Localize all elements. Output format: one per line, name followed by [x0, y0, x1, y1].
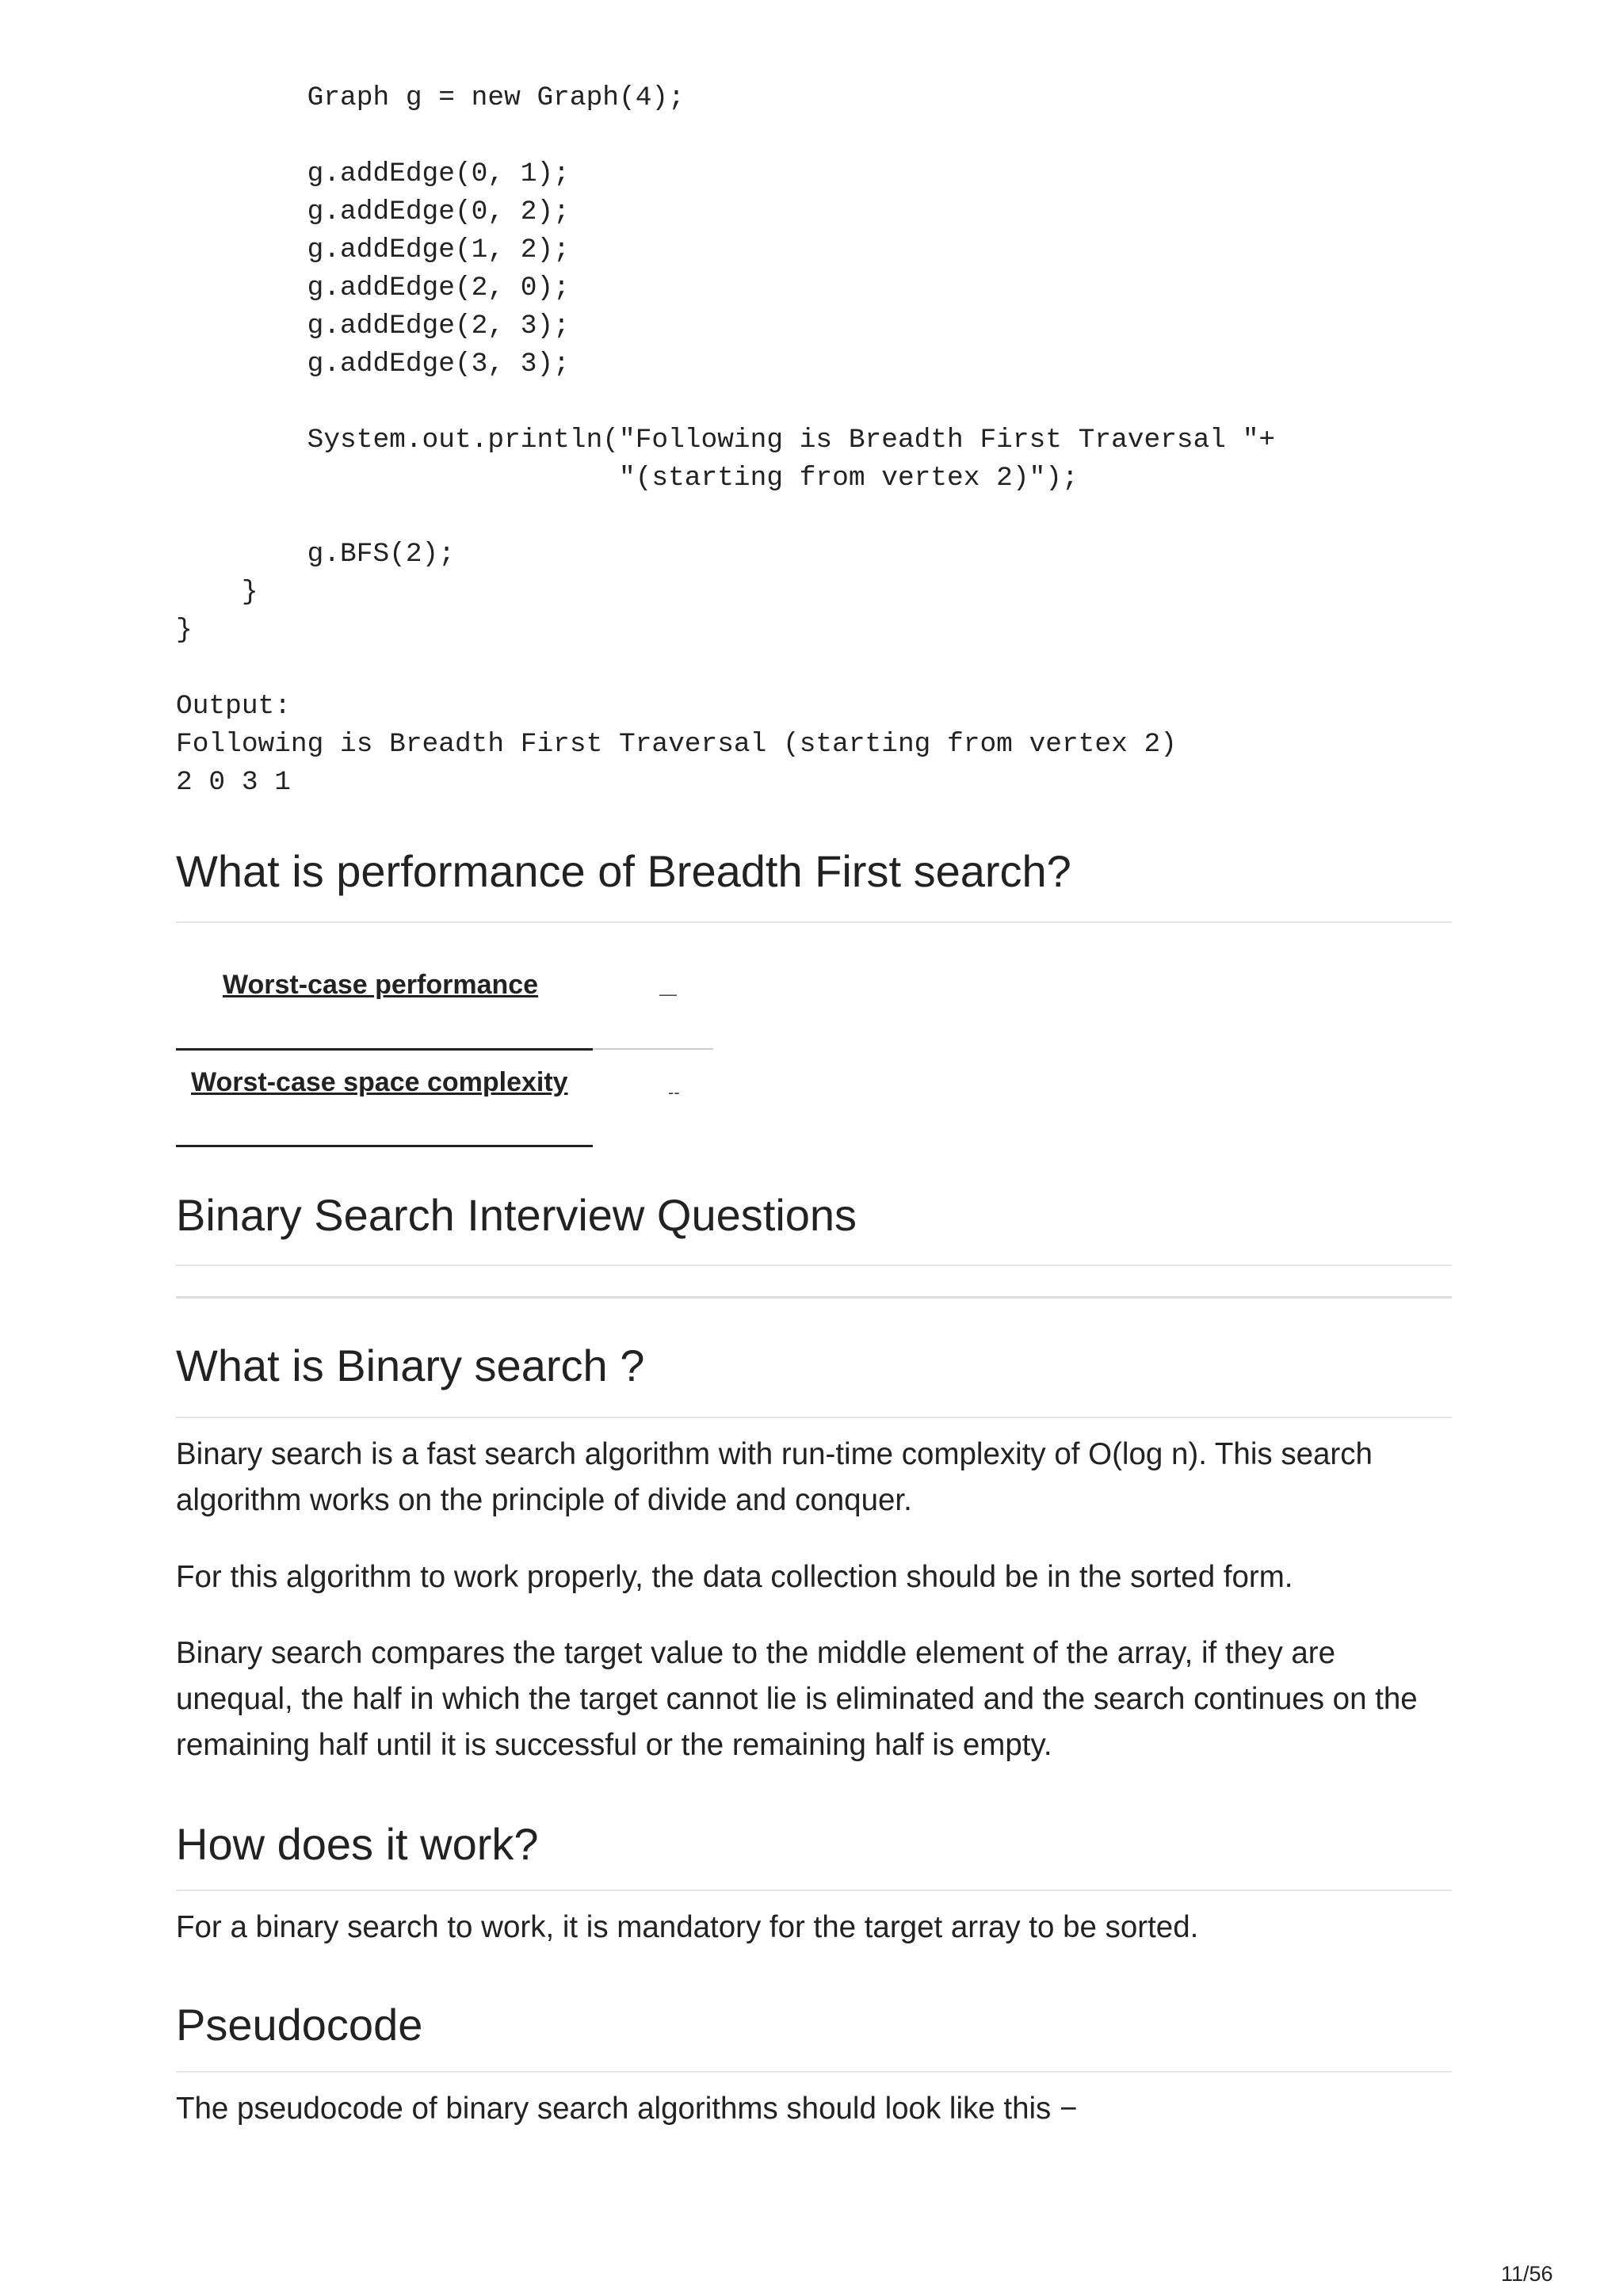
table-row-border	[593, 1048, 713, 1050]
heading-rule	[176, 1264, 1452, 1266]
table-value-worst-case-performance: —	[659, 984, 677, 1004]
page-number: 11/56	[1501, 2262, 1553, 2286]
heading-rule	[176, 921, 1452, 923]
paragraph: The pseudocode of binary search algorithms should look like this −	[176, 2092, 1078, 2126]
heading-interview-questions: Binary Search Interview Questions	[176, 1190, 857, 1240]
section-divider	[176, 1296, 1452, 1299]
paragraph: Binary search is a fast search algorithm with run-time complexity of O(log n). This search algorithm works on the principle of divide and conquer.	[176, 1437, 1373, 1517]
table-label-worst-case-space-complexity: Worst-case space complexity	[191, 1067, 568, 1097]
heading-what-is-binary-search: What is Binary search ?	[176, 1341, 645, 1390]
heading-rule	[176, 2071, 1452, 2073]
table-label-worst-case-performance: Worst-case performance	[223, 970, 539, 1000]
heading-rule	[176, 1890, 1452, 1891]
heading-bfs-performance: What is performance of Breadth First search?	[176, 846, 1071, 896]
paragraph: Binary search compares the target value to the middle element of the array, if they are unequal, the half in which the target cannot lie is eliminated and the search continues on the remaining half until it is successful or the remaining half is empty.	[176, 1636, 1418, 1762]
table-row-border	[176, 1145, 593, 1147]
code-block: Graph g = new Graph(4); g.addEdge(0, 1); g.addEdge(0, 2); g.addEdge(1, 2); g.addEdge(2, 0); g.addEdge(2, 3); g.addEdge(3, 3); System.out.println("Following is Breadth First Traversal "+ "(starting from vertex 2)"); g.BFS(2); } } Output: Following is Breadth First Traversal (starting from vertex 2) 2 0 3 1	[176, 82, 1276, 798]
table-value-worst-case-space-complexity: --	[668, 1082, 680, 1102]
table-row-border	[176, 1048, 593, 1051]
paragraph: For this algorithm to work properly, the data collection should be in the sorted form.	[176, 1560, 1293, 1594]
heading-how-does-it-work: How does it work?	[176, 1819, 539, 1869]
heading-pseudocode: Pseudocode	[176, 2000, 423, 2050]
paragraph: For a binary search to work, it is mandatory for the target array to be sorted.	[176, 1910, 1199, 1944]
heading-rule	[176, 1417, 1452, 1418]
